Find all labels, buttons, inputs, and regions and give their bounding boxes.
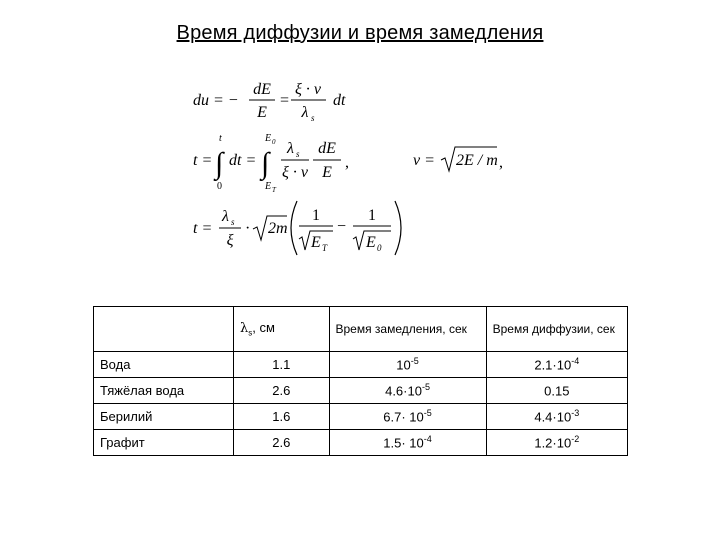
eq3-a-den-sub: T bbox=[322, 243, 328, 253]
cell-slowdown: $4.6\cdot 10^{-5}$ bbox=[329, 378, 486, 404]
eq3-frac-num-sub: s bbox=[231, 217, 235, 227]
eq3-paren-left bbox=[291, 201, 297, 255]
header-material bbox=[94, 307, 234, 352]
formulas-block bbox=[185, 75, 530, 275]
eq1-frac1-den: E bbox=[257, 104, 267, 121]
cell-material: Тяжёлая вода bbox=[94, 378, 234, 404]
eq3-radicand: 2m bbox=[268, 220, 288, 237]
eq2-int1-lower: 0 bbox=[217, 181, 222, 192]
eq3-a-num: 1 bbox=[312, 207, 320, 224]
eq2-integral-1: ∫ bbox=[215, 147, 224, 180]
eq2-v-lhs: v = bbox=[413, 152, 435, 169]
eq1-frac2-den-sub: s bbox=[311, 113, 315, 123]
eq2-int1-upper: t bbox=[219, 133, 222, 144]
cell-lambda: 2.6 bbox=[234, 430, 329, 456]
table-body bbox=[94, 352, 628, 456]
table-row bbox=[94, 404, 628, 430]
cell-slowdown: $6.7\cdot 10^{-5}$ bbox=[329, 404, 486, 430]
eq2-frac2-num: dE bbox=[318, 140, 336, 157]
eq2-v-comma: , bbox=[499, 154, 503, 171]
eq1-lhs: du = − bbox=[193, 92, 239, 109]
table-row bbox=[94, 378, 628, 404]
equation-2 bbox=[193, 133, 503, 194]
cell-diffusion: 0.15 bbox=[486, 378, 627, 404]
eq3-minus: − bbox=[337, 218, 347, 235]
eq1-equals: = bbox=[280, 92, 290, 109]
cell-slowdown: $10^{-5}$ bbox=[329, 352, 486, 378]
table-row bbox=[94, 352, 628, 378]
cell-diffusion: $2.1\cdot 10^{-4}$ bbox=[486, 352, 627, 378]
eq3-frac-den: ξ bbox=[226, 232, 234, 249]
slide-title: Время диффузии и время замедления bbox=[176, 22, 544, 44]
cell-material: Вода bbox=[94, 352, 234, 378]
cell-lambda: 1.1 bbox=[234, 352, 329, 378]
header-diffusion-time: Время диффузии, сек bbox=[486, 307, 627, 352]
eq3-dot: · bbox=[245, 220, 251, 237]
header-slowdown-time: Время замедления, сек bbox=[329, 307, 486, 352]
eq2-frac2-den: E bbox=[322, 164, 332, 181]
header-lambda: $\lambda_s$, см bbox=[234, 307, 329, 352]
eq3-a-den: E bbox=[311, 234, 321, 251]
eq3-b-num: 1 bbox=[368, 207, 376, 224]
eq2-integral-2: ∫ bbox=[261, 147, 270, 180]
eq2-v-radicand: 2E / m bbox=[456, 152, 498, 169]
eq1-frac1-num: dE bbox=[253, 81, 271, 98]
cell-lambda: 2.6 bbox=[234, 378, 329, 404]
eq1-frac2-num: ξ · v bbox=[295, 81, 321, 98]
eq2-frac1-den: ξ · v bbox=[282, 164, 308, 181]
eq2-int2-upper: E bbox=[265, 133, 272, 144]
eq2-comma: , bbox=[345, 154, 349, 171]
equation-3 bbox=[193, 201, 401, 255]
eq3-b-den: E bbox=[366, 234, 376, 251]
eq2-frac1-num: λ bbox=[287, 140, 294, 157]
eq3-b-den-sub: 0 bbox=[377, 243, 382, 253]
eq1-frac2-den: λ bbox=[301, 104, 309, 121]
cell-diffusion: $1.2\cdot 10^{-2}$ bbox=[486, 430, 627, 456]
eq2-frac1-num-sub: s bbox=[296, 149, 300, 159]
eq3-paren-right bbox=[395, 201, 401, 255]
cell-lambda: 1.6 bbox=[234, 404, 329, 430]
cell-diffusion: $4.4\cdot 10^{-3}$ bbox=[486, 404, 627, 430]
eq3-frac-num: λ bbox=[222, 208, 229, 225]
formulas-svg bbox=[185, 75, 530, 275]
table-header-row bbox=[94, 307, 628, 352]
table-row bbox=[94, 430, 628, 456]
eq2-lhs: t = bbox=[193, 152, 213, 169]
cell-slowdown: $1.5\cdot 10^{-4}$ bbox=[329, 430, 486, 456]
eq2-int2-lower-sub: T bbox=[272, 186, 276, 194]
eq1-tail: dt bbox=[333, 92, 346, 109]
cell-material: Графит bbox=[94, 430, 234, 456]
eq2-int1-body: dt = bbox=[229, 152, 257, 169]
equation-1 bbox=[193, 81, 346, 123]
eq3-lhs: t = bbox=[193, 220, 213, 237]
moderator-table bbox=[93, 306, 628, 456]
cell-material: Берилий bbox=[94, 404, 234, 430]
eq2-int2-upper-sub: 0 bbox=[272, 138, 276, 146]
eq2-int2-lower: E bbox=[265, 181, 272, 192]
